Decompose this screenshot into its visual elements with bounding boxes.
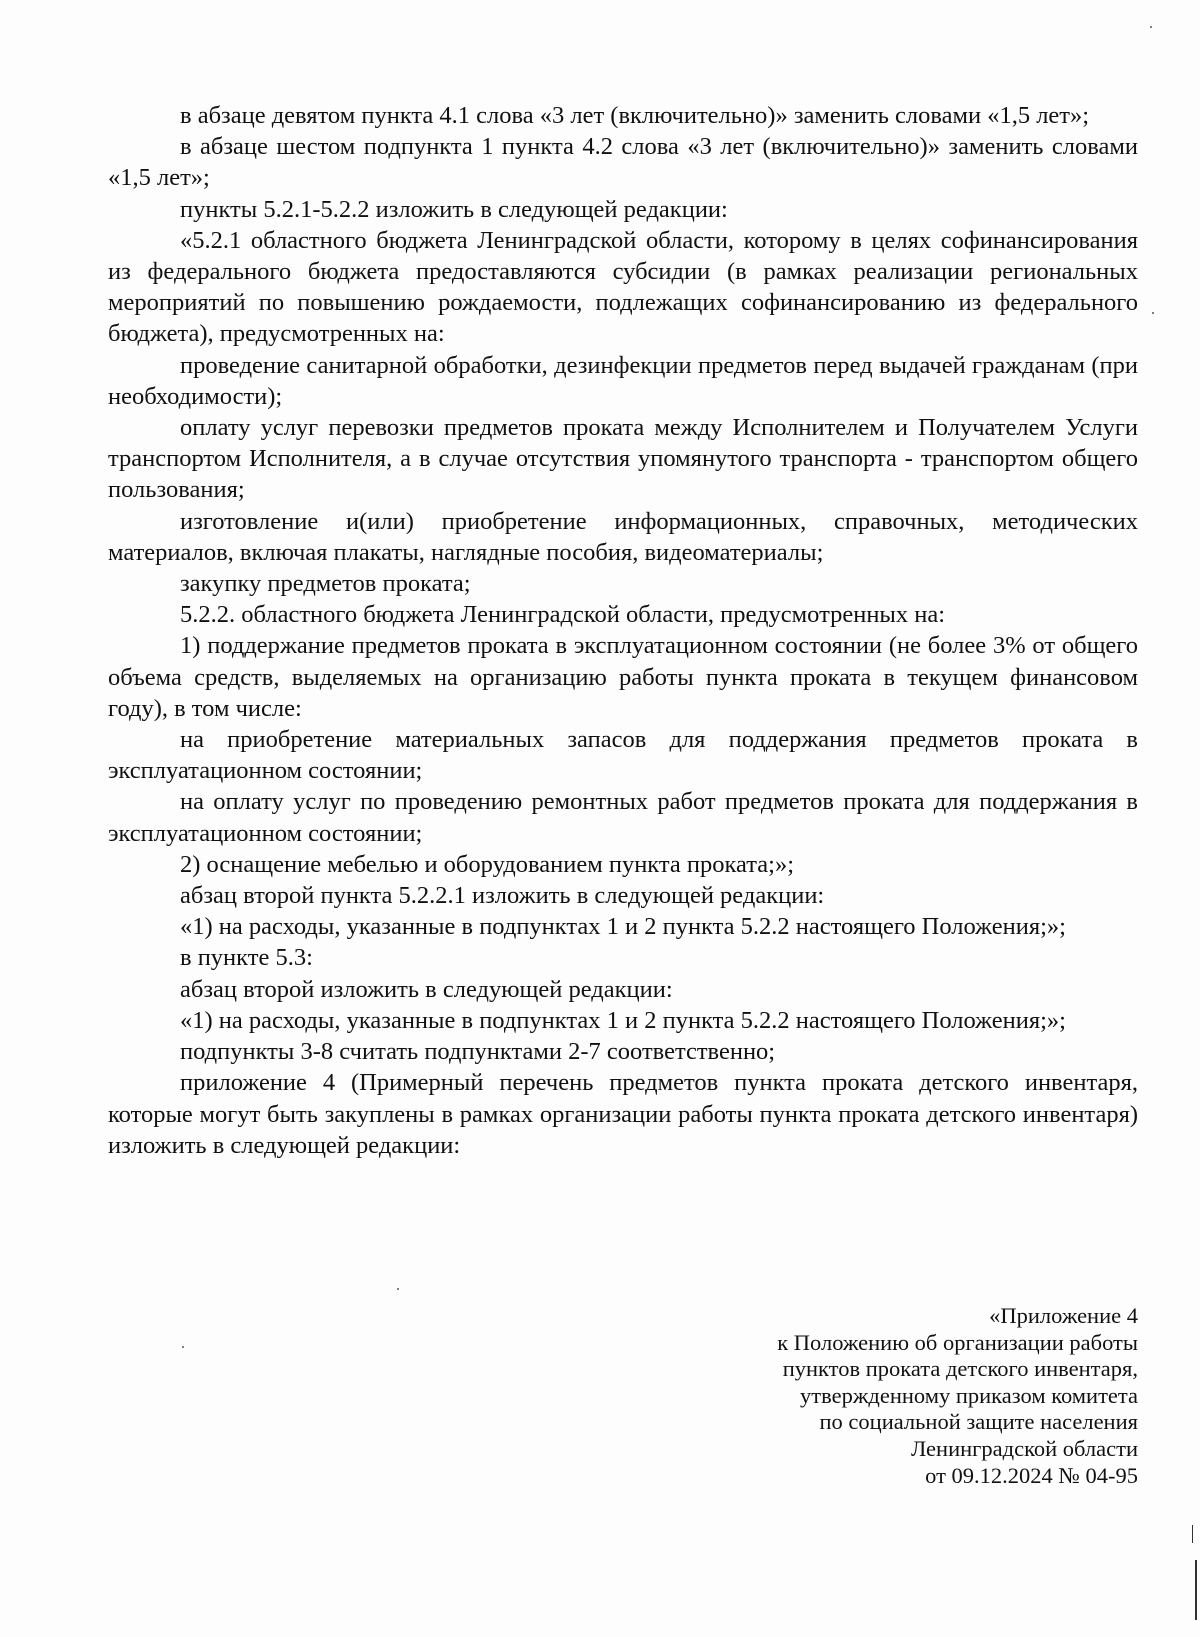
paragraph-8: закупку предметов проката; <box>180 570 471 598</box>
paragraph-16: в пункте 5.3: <box>180 944 313 972</box>
paragraph-1: в абзаце девятом пункта 4.1 слова «3 лет (включительно)» заменить словами «1,5 лет»; <box>180 102 1090 129</box>
paragraph-5: проведение санитарной обработки, дезинфекции предметов перед выдачей гражданам (при необходимости); <box>108 351 1138 410</box>
appendix-header <box>538 1303 1138 1489</box>
paragraph-18: «1) на расходы, указанные в подпунктах 1 и 2 пункта 5.2.2 настоящего Положения;»; <box>180 1006 1066 1034</box>
paragraph-2: в абзаце шестом подпункта 1 пункта 4.2 слова «3 лет (включительно)» заменить словами «1,5 лет»; <box>108 133 1138 192</box>
paragraph-3: пункты 5.2.1-5.2.2 изложить в следующей редакции: <box>180 195 728 223</box>
paragraph-17: абзац второй изложить в следующей редакции: <box>180 975 673 1003</box>
appendix-header-line-7: от 09.12.2024 № 04-95 <box>925 1462 1138 1488</box>
paragraph-6: оплату услуг перевозки предметов проката между Исполнителем и Получателем Услуги транспортом Исполнителя, а в случае отсутствия упомянутого транспорта - транспортом общего пользования; <box>108 414 1138 504</box>
paragraph-12: на оплату услуг по проведению ремонтных работ предметов проката для поддержания в эксплуатационном состоянии; <box>108 788 1138 847</box>
paragraph-4: «5.2.1 областного бюджета Ленинградской области, которому в целях софинансирования из федерального бюджета предоставляются субсидии (в рамках реализации региональных мероприятий по повышению рождаемости, подлежащих софинансированию из федерального бюджета), предусмотренных на: <box>108 226 1138 348</box>
paragraph-14: абзац второй пункта 5.2.2.1 изложить в следующей редакции: <box>180 882 825 910</box>
scan-edge-mark <box>1195 1560 1197 1620</box>
appendix-header-line-5: по социальной защите населения <box>819 1409 1138 1435</box>
paragraph-20: приложение 4 (Примерный перечень предметов пункта проката детского инвентаря, которые могут быть закуплены в рамках организации работы пункта проката детского инвентаря) изложить в следующей редакции: <box>108 1069 1138 1159</box>
scan-speck <box>182 1346 184 1348</box>
paragraph-9: 5.2.2. областного бюджета Ленинградской области, предусмотренных на: <box>180 601 946 629</box>
document-body <box>108 100 1138 1161</box>
paragraph-7: изготовление и(или) приобретение информационных, справочных, методических материалов, включая плакаты, наглядные пособия, видеоматериалы; <box>108 507 1138 566</box>
appendix-header-line-3: пунктов проката детского инвентаря, <box>782 1356 1138 1382</box>
appendix-header-line-2: к Положению об организации работы <box>777 1329 1138 1355</box>
appendix-header-line-1: «Приложение 4 <box>989 1303 1138 1328</box>
paragraph-10: 1) поддержание предметов проката в эксплуатационном состоянии (не более 3% от общего объема средств, выделяемых на организацию работы пункта проката в текущем финансовом году), в том числе: <box>108 632 1138 722</box>
paragraph-19: подпункты 3-8 считать подпунктами 2-7 соответственно; <box>180 1038 776 1066</box>
scan-edge-mark <box>1192 1525 1193 1543</box>
paragraph-11: на приобретение материальных запасов для поддержания предметов проката в эксплуатационном состоянии; <box>108 726 1138 785</box>
scan-speck <box>397 1288 399 1290</box>
appendix-header-line-4: утвержденному приказом комитета <box>800 1382 1138 1408</box>
scan-speck <box>1152 312 1154 314</box>
paragraph-15: «1) на расходы, указанные в подпунктах 1 и 2 пункта 5.2.2 настоящего Положения;»; <box>180 913 1066 941</box>
paragraph-13: 2) оснащение мебелью и оборудованием пункта проката;»; <box>180 850 795 878</box>
appendix-header-line-6: Ленинградской области <box>910 1435 1138 1461</box>
scan-speck <box>1150 26 1152 28</box>
